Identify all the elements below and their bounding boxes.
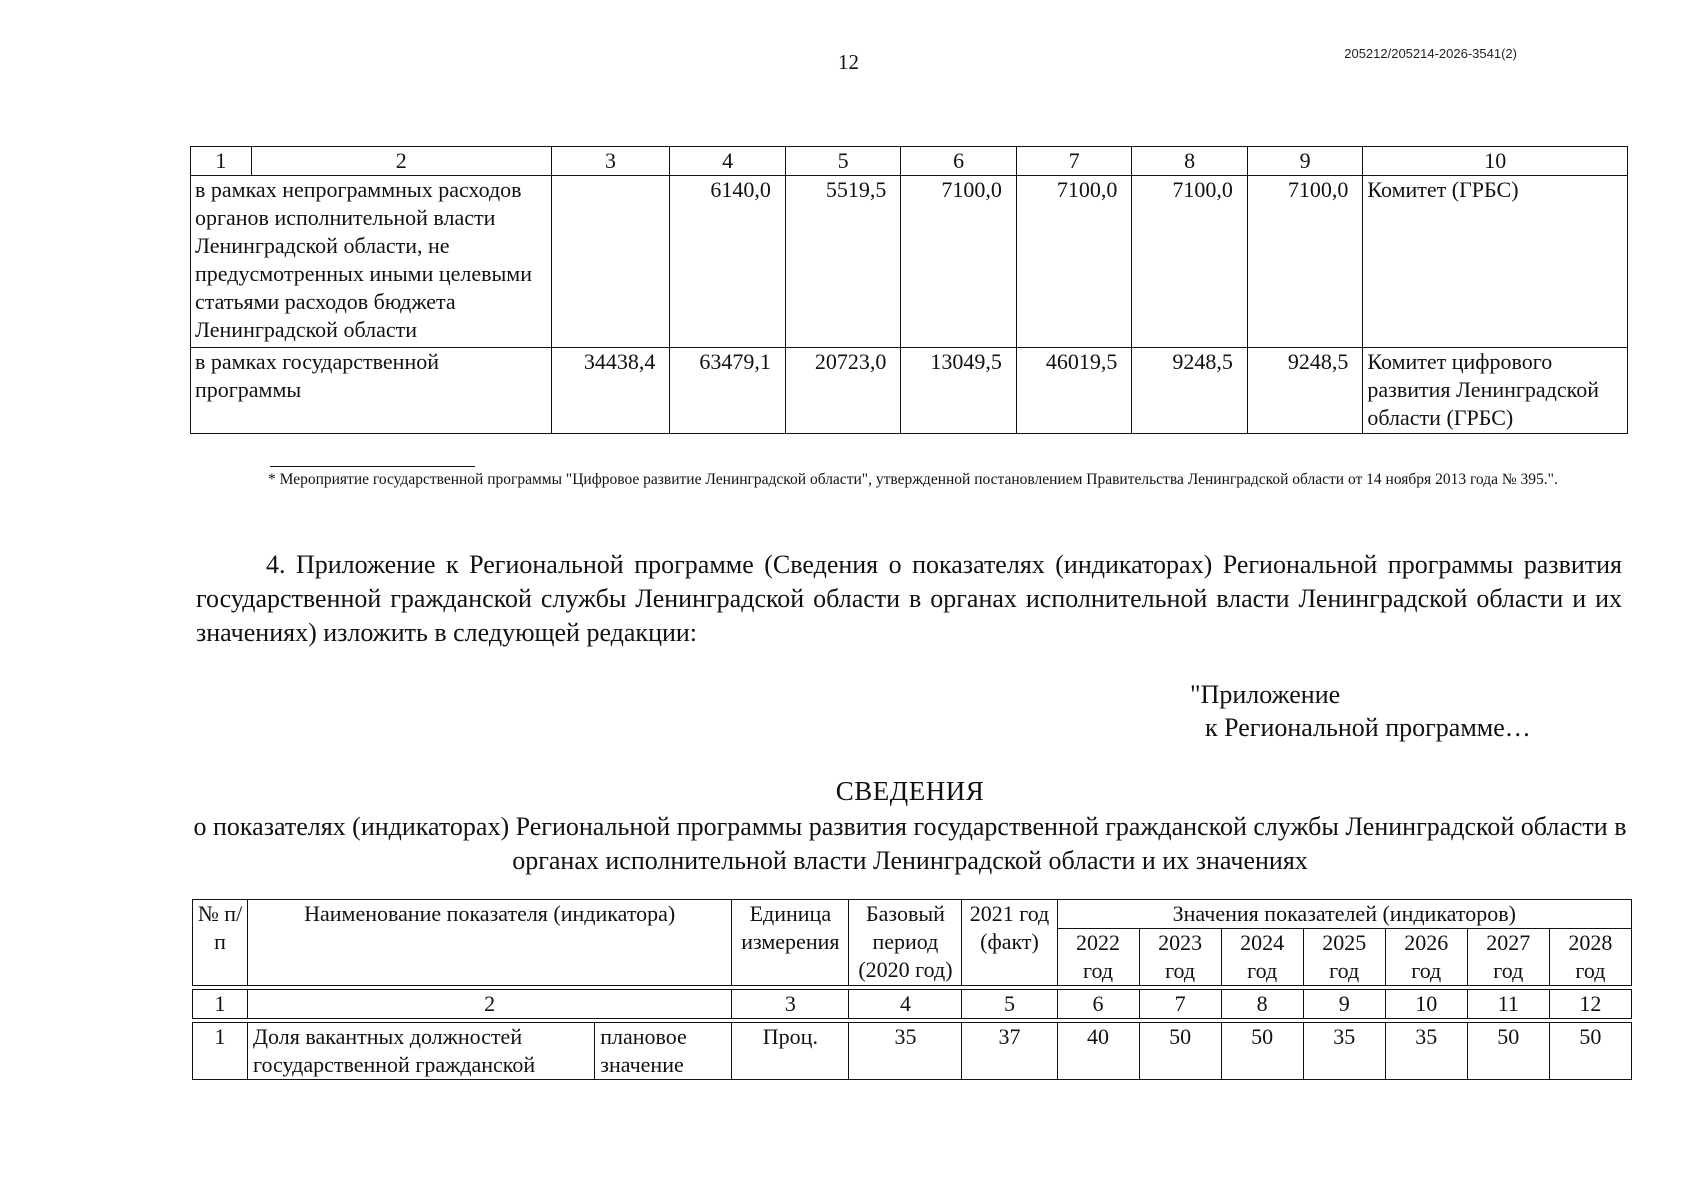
table-row <box>191 176 1628 348</box>
number-cell: 8 <box>1221 990 1303 1019</box>
value-cell: 50 <box>1549 1023 1631 1080</box>
col-base-header: Базовый период (2020 год) <box>849 900 962 986</box>
budget-table <box>190 146 1628 434</box>
number-cell: 9 <box>1303 990 1385 1019</box>
value-cell: 35 <box>1303 1023 1385 1080</box>
value-cell: 63479,1 <box>670 348 786 434</box>
header-cell: 1 <box>191 147 252 176</box>
appendix-reference: к Региональной программе… <box>1205 713 1531 742</box>
header-cell: 3 <box>551 147 670 176</box>
table-row <box>193 1023 1632 1080</box>
header-cell: 8 <box>1132 147 1248 176</box>
col-name-header: Наименование показателя (индикатора) <box>248 900 732 986</box>
numbering-row <box>193 990 1632 1019</box>
footnote-divider <box>270 466 475 467</box>
header-cell: 7 <box>1016 147 1132 176</box>
value-cell: 20723,0 <box>785 348 901 434</box>
table-row <box>191 348 1628 434</box>
value-cell: 7100,0 <box>1132 176 1248 348</box>
appendix-label: "Приложение <box>1190 680 1341 709</box>
number-cell: 5 <box>962 990 1057 1019</box>
page-number: 12 <box>838 50 859 74</box>
value-cell <box>551 176 670 348</box>
value-cell: 34438,4 <box>551 348 670 434</box>
section-subtitle: о показателях (индикаторах) Региональной программы развития государственной гражданской службы Ленинградской области в органах исполнительной власти Ленинградской области и их значениях <box>193 812 1627 875</box>
col-number-header: № п/п <box>193 900 248 986</box>
row-name-cell: в рамках непрограммных расходов органов исполнительной власти Ленинградской области, не предусмотренных иными целевыми статьями расходов бюджета Ленинградской области <box>191 176 552 348</box>
year-header: 2022 год <box>1057 929 1139 986</box>
header-cell: 9 <box>1247 147 1363 176</box>
header-cell: 10 <box>1363 147 1628 176</box>
number-cell: 7 <box>1139 990 1221 1019</box>
header-cell: 5 <box>785 147 901 176</box>
value-cell: 6140,0 <box>670 176 786 348</box>
value-cell: 7100,0 <box>1016 176 1132 348</box>
number-cell: 10 <box>1385 990 1467 1019</box>
executor-cell: Комитет (ГРБС) <box>1363 176 1628 348</box>
footnote: * Мероприятие государственной программы "Цифровое развитие Ленинградской области", утвержденной постановлением Правительства Ленинградской области от 14 ноября 2013 года № 395.". <box>268 471 1558 488</box>
value-cell: 50 <box>1139 1023 1221 1080</box>
header-cell: 4 <box>670 147 786 176</box>
number-cell: 6 <box>1057 990 1139 1019</box>
row-number: 1 <box>193 1023 248 1080</box>
row-name-cell: в рамках государственной программы <box>191 348 552 434</box>
col-2021-header: 2021 год (факт) <box>962 900 1057 986</box>
year-header: 2026 год <box>1385 929 1467 986</box>
document-code: 205212/205214-2026-3541(2) <box>1344 46 1517 61</box>
value-cell: 35 <box>1385 1023 1467 1080</box>
value-cell: 35 <box>849 1023 962 1080</box>
header-cell: 2 <box>251 147 551 176</box>
value-cell: 9248,5 <box>1132 348 1248 434</box>
value-cell: 13049,5 <box>901 348 1017 434</box>
value-cell: 37 <box>962 1023 1057 1080</box>
year-header: 2023 год <box>1139 929 1221 986</box>
value-cell: 40 <box>1057 1023 1139 1080</box>
amendment-paragraph: 4. Приложение к Региональной программе (Сведения о показателях (индикаторах) Региональной программы развития государственной гражданской службы Ленинградской области в органах исполнительной власти Ленинградской области и их значениях) изложить в следующей редакции: <box>196 550 1622 647</box>
indicator-name: Доля вакантных должностей государственной гражданской <box>248 1023 595 1080</box>
number-cell: 11 <box>1467 990 1549 1019</box>
number-cell: 3 <box>732 990 849 1019</box>
executor-cell: Комитет цифрового развития Ленинградской области (ГРБС) <box>1363 348 1628 434</box>
value-cell: 7100,0 <box>1247 176 1363 348</box>
col-unit-header: Единица измерения <box>732 900 849 986</box>
value-cell: 46019,5 <box>1016 348 1132 434</box>
number-cell: 2 <box>248 990 732 1019</box>
col-values-header: Значения показателей (индикаторов) <box>1057 900 1631 929</box>
year-header: 2024 год <box>1221 929 1303 986</box>
number-cell: 1 <box>193 990 248 1019</box>
year-header: 2027 год <box>1467 929 1549 986</box>
number-cell: 12 <box>1549 990 1631 1019</box>
value-cell: 7100,0 <box>901 176 1017 348</box>
value-cell: 5519,5 <box>785 176 901 348</box>
number-cell: 4 <box>849 990 962 1019</box>
value-cell: 50 <box>1467 1023 1549 1080</box>
indicators-table <box>192 899 1632 1080</box>
indicator-type: плановое значение <box>595 1023 732 1080</box>
unit-cell: Проц. <box>732 1023 849 1080</box>
value-cell: 50 <box>1221 1023 1303 1080</box>
header-cell: 6 <box>901 147 1017 176</box>
section-title: СВЕДЕНИЯ <box>835 776 985 806</box>
year-header: 2025 год <box>1303 929 1385 986</box>
indicators-header-row <box>193 900 1632 929</box>
budget-table-header-row <box>191 147 1628 176</box>
year-header: 2028 год <box>1549 929 1631 986</box>
value-cell: 9248,5 <box>1247 348 1363 434</box>
